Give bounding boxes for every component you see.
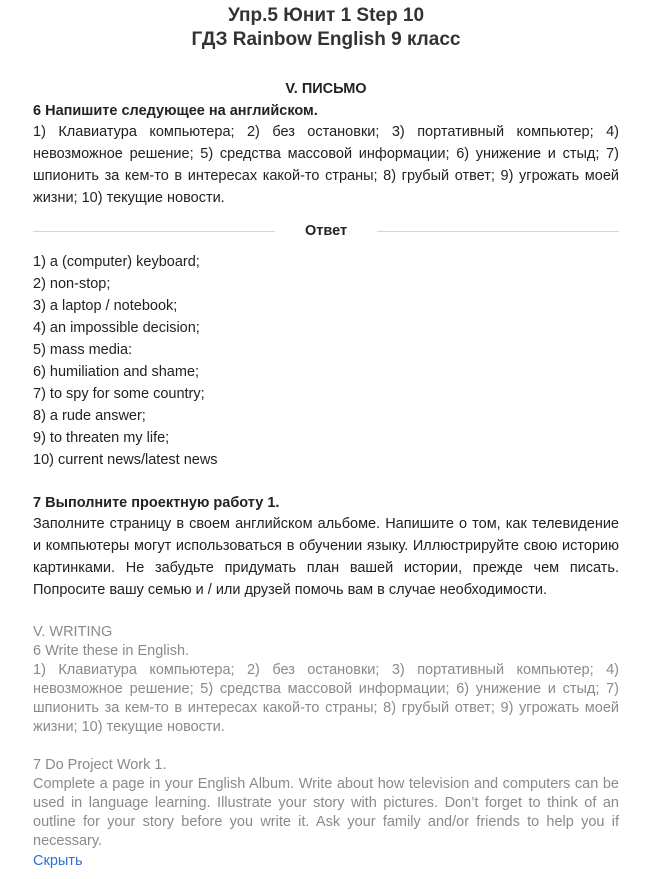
answer-item: 5) mass media: (33, 342, 133, 358)
answer-list (33, 251, 619, 471)
task6-title: 6 Напишите следующее на английском. (33, 103, 318, 119)
original-text-block (33, 623, 619, 851)
original-task6-title: 6 Write these in English. (33, 643, 190, 659)
answer-item: 9) to threaten my life; (33, 430, 170, 446)
content (0, 79, 652, 871)
answer-item: 7) to spy for some country; (33, 386, 205, 402)
section-title: V. ПИСЬМО (285, 81, 367, 97)
page-title-line1: Упр.5 Юнит 1 Step 10 (227, 5, 425, 26)
task6-text: 1) Клавиатура компьютера; 2) без остановки; 3) портативный компьютер; 4) невозможное решение; 5) средства массовой информации; 6) унижение и стыд; 7) шпионить за кем-то в интересах какой-то страны; 8) грубый ответ; 9) угрожать моей жизни; 10) текущие новости. (33, 124, 619, 206)
task7-block (33, 493, 619, 601)
task7-title: 7 Выполните проектную работу 1. (33, 495, 280, 511)
answer-item: 1) a (computer) keyboard; (33, 254, 200, 270)
original-task7-text: Complete a page in your English Album. Write about how television and computers can be used in language learning. Illustrate your story with pictures. Don’t forget to think of an outline for your story before you write it. Ask your family and/or friends to help you if necessary. (33, 776, 619, 849)
original-task7-title: 7 Do Project Work 1. (33, 757, 167, 773)
answer-item: 3) a laptop / notebook; (33, 298, 178, 314)
task7-text: Заполните страницу в своем английском альбоме. Напишите о том, как телевидение и компьютеры могут использоваться в обучении языку. Иллюстрируйте свою историю картинками. Не забудьте придумать план вашей истории, прежде чем писать. Попросите вашу семью и / или друзей помочь вам в случае необходимости. (33, 516, 619, 598)
separator-line-right (377, 231, 619, 232)
answer-item: 2) non-stop; (33, 276, 111, 292)
original-section-title: V. WRITING (33, 624, 113, 640)
page-title (0, 0, 652, 52)
separator-line-left (33, 231, 275, 232)
answer-item: 8) a rude answer; (33, 408, 146, 424)
hide-link[interactable]: Скрыть (33, 853, 83, 869)
answer-label: Ответ (304, 223, 348, 239)
spacer (33, 737, 619, 756)
page-title-line2: ГДЗ Rainbow English 9 класс (191, 29, 461, 50)
original-task6-text: 1) Клавиатура компьютера; 2) без остановки; 3) портативный компьютер; 4) невозможное решение; 5) средства массовой информации; 6) унижение и стыд; 7) шпионить за кем-то в интересах какой-то страны; 8) грубый ответ; 9) угрожать моей жизни; 10) текущие новости. (33, 662, 619, 735)
answer-item: 10) current news/latest news (33, 452, 218, 468)
answer-separator (33, 223, 619, 239)
answer-item: 4) an impossible decision; (33, 320, 200, 336)
answer-item: 6) humiliation and shame; (33, 364, 200, 380)
